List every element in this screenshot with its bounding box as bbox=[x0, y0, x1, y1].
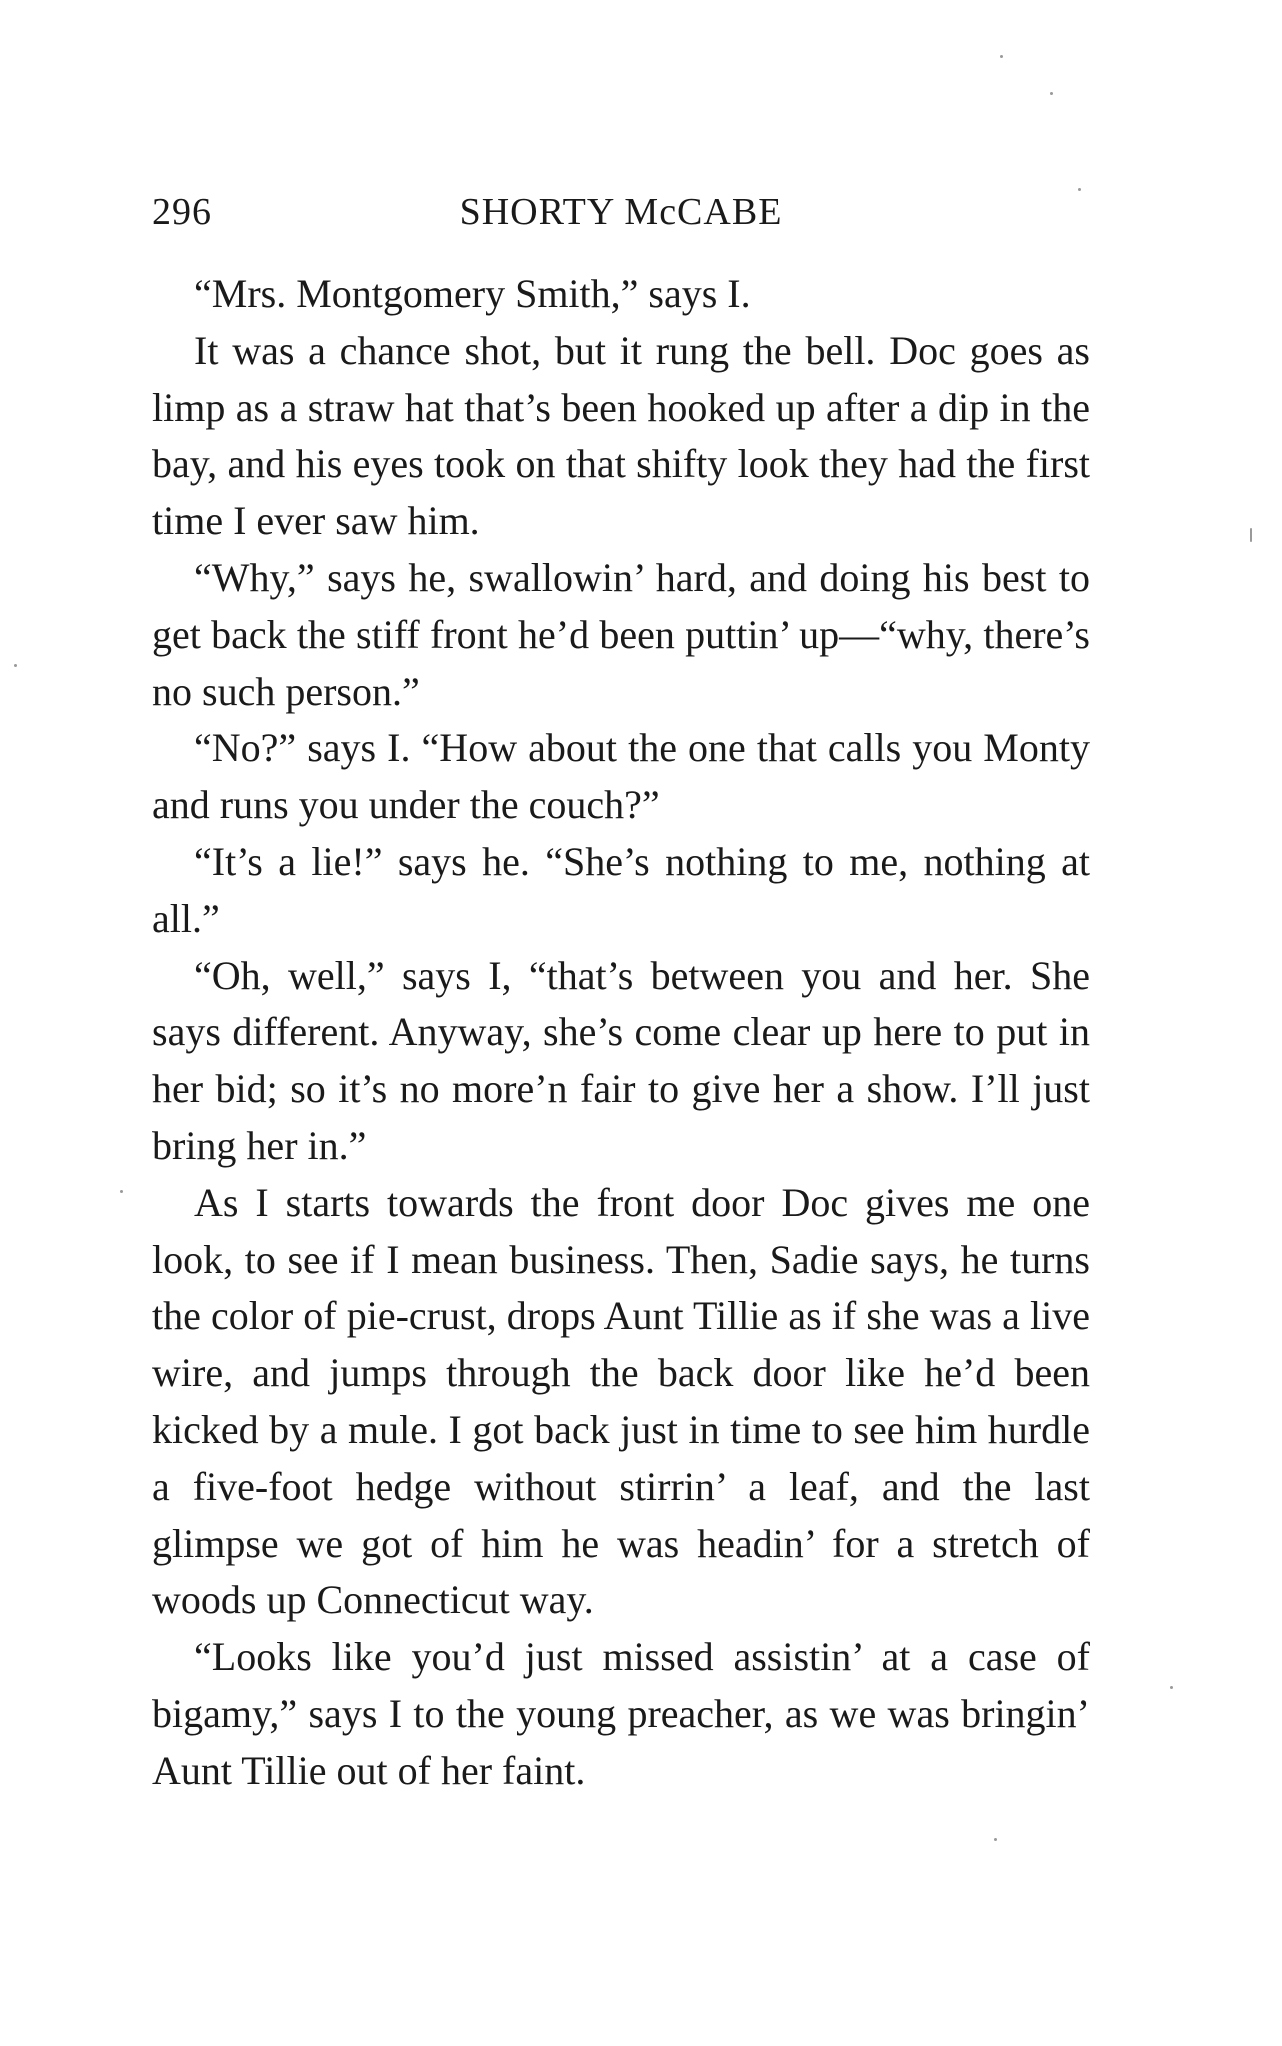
page-number: 296 bbox=[152, 191, 212, 233]
paragraph-8: “Looks like you’d just missed assistin’ at a case of bigamy,” says I to the young preacher, as we was bringin’ Aunt Tillie out of her faint. bbox=[152, 1634, 1090, 1793]
paragraph-1: “Mrs. Montgomery Smith,” says I. bbox=[194, 271, 751, 316]
scan-speck bbox=[1050, 92, 1053, 95]
scan-speck bbox=[14, 664, 17, 667]
body-text bbox=[152, 266, 1090, 1800]
scan-speck bbox=[1000, 55, 1003, 58]
running-title: SHORTY McCABE bbox=[459, 191, 783, 233]
paragraph-5: “It’s a lie!” says he. “She’s nothing to me, nothing at all.” bbox=[152, 838, 1090, 941]
paragraph-7: As I starts towards the front door Doc gives me one look, to see if I mean business. Then, Sadie says, he turns the color of pie-crust, drops Aunt Tillie as if she was a live wire, and jumps through the back door like he’d been kicked by a mule. I got back just in time to see him hurdle a five-foot hedge without stirrin’ a leaf, and the last glimpse we got of him he was headin’ for a stretch of woods up Connecticut way. bbox=[152, 1179, 1090, 1623]
paragraph-6: “Oh, well,” says I, “that’s between you and her. She says different. Anyway, she’s come clear up here to put in her bid; so it’s no more’n fair to give her a show. I’ll just bring her in.” bbox=[152, 952, 1090, 1168]
scan-speck bbox=[1170, 1686, 1173, 1689]
paragraph-4: “No?” says I. “How about the one that calls you Monty and runs you under the couch?” bbox=[152, 725, 1090, 828]
running-head bbox=[152, 184, 1090, 240]
scan-speck bbox=[994, 1838, 997, 1841]
paragraph-2: It was a chance shot, but it rung the bell. Doc goes as limp as a straw hat that’s been hooked up after a dip in the bay, and his eyes took on that shifty look they had the first time I ever saw him. bbox=[152, 327, 1090, 544]
scan-speck bbox=[120, 1190, 123, 1193]
scan-speck bbox=[1078, 188, 1081, 191]
paragraph-3: “Why,” says he, swallowin’ hard, and doing his best to get back the stiff front he’d been puttin’ up—“why, there’s no such person.” bbox=[152, 554, 1090, 714]
scan-speck bbox=[1250, 528, 1252, 542]
